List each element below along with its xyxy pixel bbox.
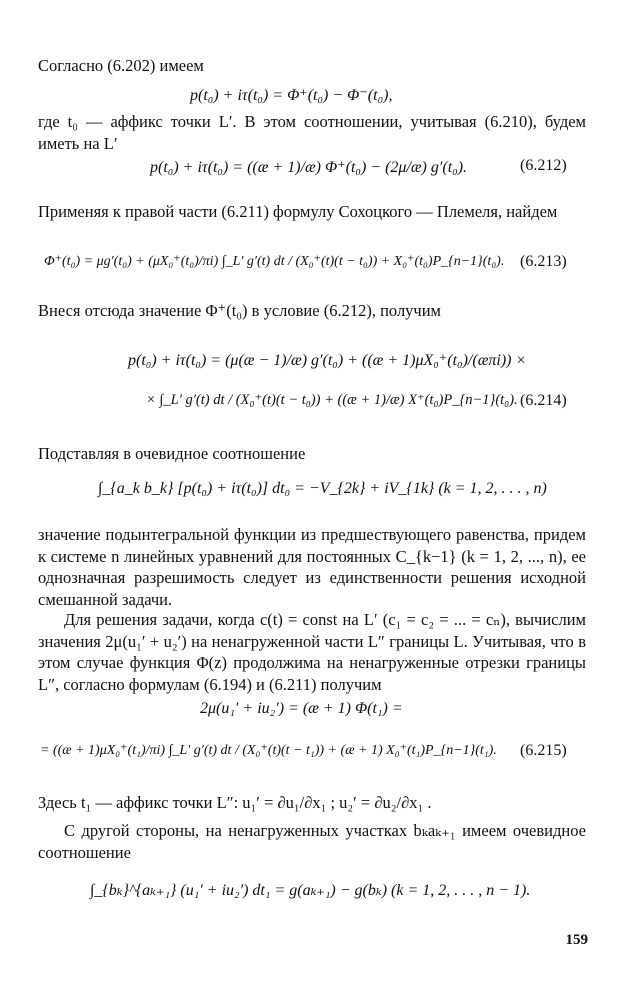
paragraph: Подставляя в очевидное соотношение xyxy=(38,444,306,463)
equation: p(t₀) + iτ(t₀) = Φ⁺(t₀) − Φ⁻(t₀), xyxy=(190,87,393,104)
equation: ∫_{bₖ}^{aₖ₊₁} (u₁′ + iu₂′) dt₁ = g(aₖ₊₁) − g(bₖ) (k = 1, 2, . . . , n − 1). xyxy=(90,882,531,899)
paragraph: Согласно (6.202) имеем xyxy=(38,56,204,75)
paragraph: значение подынтегральной функции из предшествующего равенства, придем к системе n линейных уравнений для постоянных C_{k−1} (k = 1, 2, ..., n), ее однозначная разрешимость следует из единственности решения исходной смешанной задачи. xyxy=(38,525,586,609)
equation: p(t₀) + iτ(t₀) = (μ(æ − 1)/æ) g′(t₀) + ((æ + 1)μX₀⁺(t₀)/(æπi)) × xyxy=(128,352,527,369)
paragraph: Здесь t₁ — аффикс точки L″: u₁′ = ∂u₁/∂x₁ ; u₂′ = ∂u₂/∂x₁ . xyxy=(38,793,432,812)
equation-number: (6.212) xyxy=(520,157,567,174)
equation: 2μ(u₁′ + iu₂′) = (æ + 1) Φ(t₁) = xyxy=(200,700,403,717)
page-number: 159 xyxy=(565,932,588,948)
paragraph: С другой стороны, на ненагруженных участках bₖaₖ₊₁ имеем очевидное соотношение xyxy=(38,821,586,862)
equation: = ((æ + 1)μX₀⁺(t₁)/πi) ∫_L′ g′(t) dt / (X₀⁺(t)(t − t₁)) + (æ + 1) X₀⁺(t₁)P_{n−1}(t₁). xyxy=(40,743,497,758)
paragraph: Применяя к правой части (6.211) формулу Сохоцкого — Племеля, найдем xyxy=(38,202,558,221)
equation: ∫_{a_k b_k} [p(t₀) + iτ(t₀)] dt₀ = −V_{2k} + iV_{1k} (k = 1, 2, . . . , n) xyxy=(98,480,547,497)
equation: Φ⁺(t₀) = μg′(t₀) + (μX₀⁺(t₀)/πi) ∫_L′ g′(t) dt / (X₀⁺(t)(t − t₀)) + X₀⁺(t₀)P_{n−1}(t₀). xyxy=(44,254,505,269)
equation-number: (6.213) xyxy=(520,253,567,270)
equation: p(t₀) + iτ(t₀) = ((æ + 1)/æ) Φ⁺(t₀) − (2μ/æ) g′(t₀). xyxy=(150,159,468,176)
equation: × ∫_L′ g′(t) dt / (X₀⁺(t)(t − t₀)) + ((æ + 1)/æ) X⁺(t₀)P_{n−1}(t₀). xyxy=(146,392,518,408)
paragraph: Для решения задачи, когда c(t) = const на L′ (c₁ = c₂ = ... = cₙ), вычислим значения 2μ(u₁′ + u₂′) на ненагруженной части L″ границы L. Учитывая, что в этом случае функция Φ(z) продолжима на ненагруженные отрезки границы L″, согласно формулам (6.194) и (6.211) получим xyxy=(38,610,586,694)
paragraph: Внеся отсюда значение Φ⁺(t₀) в условие (6.212), получим xyxy=(38,301,441,320)
equation-number: (6.215) xyxy=(520,742,567,759)
equation-number: (6.214) xyxy=(520,392,567,409)
paragraph: где t₀ — аффикс точки L′. В этом соотношении, учитывая (6.210), будем иметь на L′ xyxy=(38,112,586,153)
